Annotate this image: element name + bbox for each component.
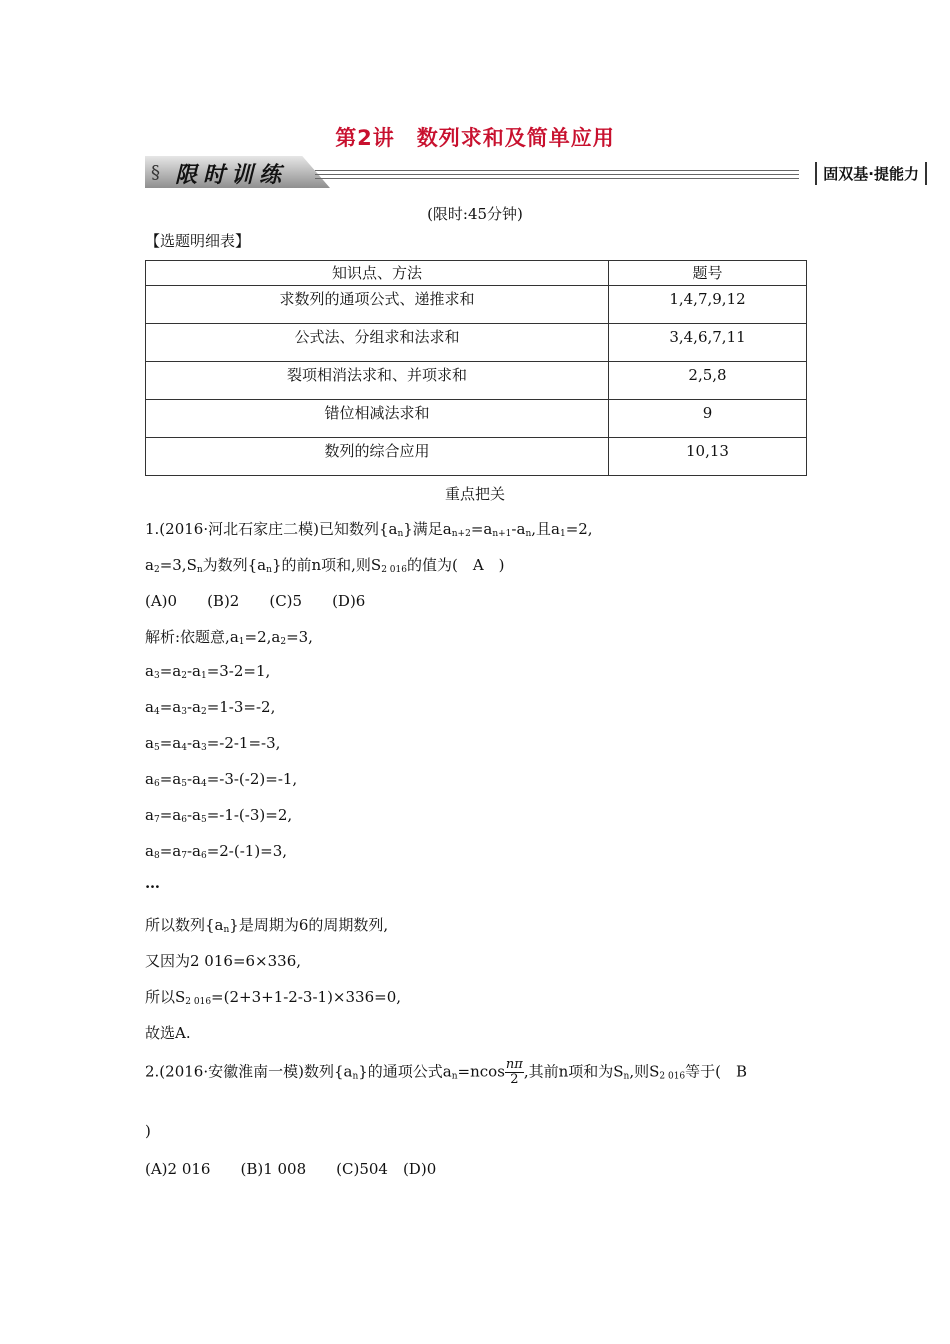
table-cell: 10,13	[609, 438, 807, 476]
table-row	[146, 324, 807, 362]
q1-period: 所以数列$\{a_n\}$是周期为6的周期数列,	[145, 916, 389, 935]
q2-stem: 2.(2016·安徽淮南一模)数列$\{a_n\}$的通项公式$a_n=ncos$ $\frac{n\pi}{2}$ ,其前n项和为$S_n$,则$S_{2 016}$等于( B	[145, 1057, 748, 1087]
q1-step: $a_8=a_7-a_6=2-(-1)=3$,	[145, 842, 288, 861]
q1-choose: 故选A.	[145, 1024, 191, 1042]
q1-step: $a_4=a_3-a_2=1-3=-2$,	[145, 698, 276, 717]
table-header: 题号	[609, 261, 807, 286]
table-cell: 1,4,7,9,12	[609, 286, 807, 324]
table-row	[146, 286, 807, 324]
banner-right-text: 固双基·提能力	[815, 162, 927, 185]
selection-table	[145, 260, 807, 476]
q2-frac-num: nπ	[505, 1057, 523, 1072]
q2-options: (A)2 016 (B)1 008 (C)504 (D)0	[145, 1160, 437, 1178]
table-cell: 3,4,6,7,11	[609, 324, 807, 362]
q1-ellipsis: …	[145, 874, 160, 892]
q1-step: $a_7=a_6-a_5=-1-(-3)=2$,	[145, 806, 293, 825]
section-title: 重点把关	[444, 485, 505, 503]
table-row	[146, 438, 807, 476]
table-cell: 裂项相消法求和、并项求和	[146, 362, 609, 400]
table-cell: 9	[609, 400, 807, 438]
banner-left-text: 限时训练	[175, 163, 288, 188]
q2-fraction	[505, 1058, 524, 1087]
q1-answer: A	[472, 556, 484, 574]
selection-header: 【选题明细表】	[145, 232, 251, 250]
q1-stem-line1: 1.(2016·河北石家庄二模)已知数列$\{a_n\}$满足$a_{n+2}=a_{n+1}-a_n$,且$a_1=2$,	[145, 520, 593, 539]
banner-rule	[315, 178, 799, 179]
section-banner	[145, 156, 927, 192]
q1-analysis-intro: 解析:依题意,a	[145, 628, 239, 646]
table-row	[146, 362, 807, 400]
q1-sum-value: =(2+3+1-2-3-1)×336=0,	[211, 988, 402, 1006]
table-cell: 公式法、分组求和法求和	[146, 324, 609, 362]
q1-options: (A)0 (B)2 (C)5 (D)6	[145, 592, 366, 610]
q1-sum	[145, 986, 401, 1007]
q1-period-suffix: }是周期为6的周期数列,	[229, 916, 389, 934]
swirl-icon: §	[151, 162, 160, 183]
q1-stem-line2: $a_2=3,S_n$为数列$\{a_n\}$的前n项和,则$S_{2 016}$的值为( A )	[145, 556, 505, 575]
q2-close-paren: )	[145, 1122, 151, 1140]
q1-sum-sub: 2 016	[185, 997, 212, 1007]
q1-step: $a_3=a_2-a_1=3-2=1$,	[145, 662, 271, 681]
q1-period-text: 所以数列{a	[145, 916, 224, 934]
time-limit: (限时:45分钟)	[427, 205, 523, 223]
page-title: 第2讲 数列求和及简单应用	[335, 126, 615, 150]
q2-prefix: 2.(2016·安徽淮南一模)数列{a	[145, 1062, 353, 1081]
table-cell: 求数列的通项公式、递推求和	[146, 286, 609, 324]
q1-step: $a_6=a_5-a_4=-3-(-2)=-1$,	[145, 770, 298, 789]
table-header: 知识点、方法	[146, 261, 609, 286]
table-row	[146, 400, 807, 438]
table-cell: 错位相减法求和	[146, 400, 609, 438]
q2-answer: B	[736, 1062, 748, 1081]
q1-step: $a_5=a_4-a_3=-2-1=-3$,	[145, 734, 281, 753]
q2-frac-den: 2	[510, 1072, 519, 1087]
q1-because: 又因为2 016=6×336,	[145, 952, 302, 970]
table-cell: 2,5,8	[609, 362, 807, 400]
q1-analysis: 解析:依题意$,a_1=2,a_2=3$,	[145, 628, 313, 647]
table-cell: 数列的综合应用	[146, 438, 609, 476]
q1-sum-prefix: 所以S	[145, 988, 186, 1006]
banner-rule	[315, 170, 799, 171]
q1-prefix: 1.(2016·河北石家庄二模)已知数列{a	[145, 520, 398, 538]
banner-rule	[315, 174, 799, 175]
table-header-row	[146, 261, 807, 286]
